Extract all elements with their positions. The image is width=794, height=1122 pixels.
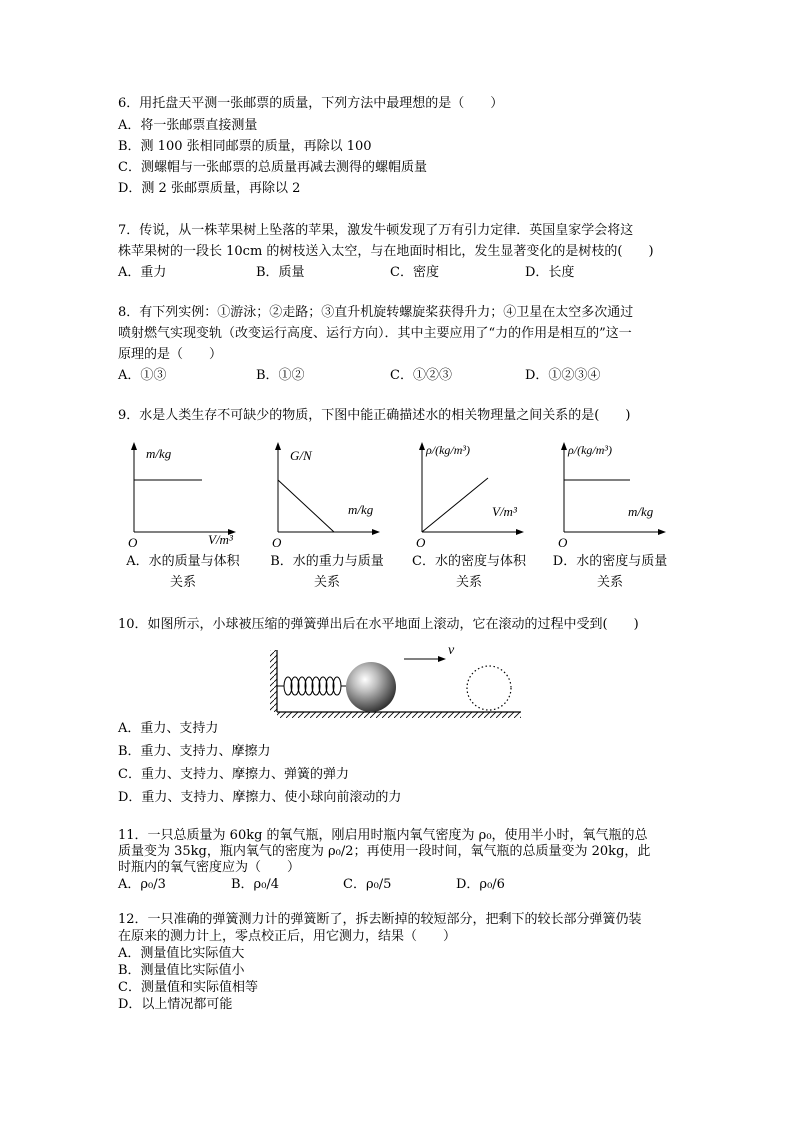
q9-graph-d [548, 436, 678, 550]
q9-caption-a [118, 551, 248, 593]
q9-graph-c-origin: O [416, 535, 426, 550]
q8-option-c: C．①②③ [390, 368, 452, 383]
q11-stem-line2: 质量变为 35kg，瓶内氧气的密度为 ρ₀/2；再使用一段时间，氧气瓶的总质量变为 20kg，此 [118, 844, 651, 859]
q6-stem: 6．用托盘天平测一张邮票的质量，下列方法中最理想的是（ ） [118, 96, 504, 111]
q7-stem-line2: 株苹果树的一段长 10cm 的树枝送入太空，与在地面时相比，发生显著变化的是树枝的( ) [118, 244, 654, 259]
q9-graph-d-origin: O [558, 535, 568, 550]
ball [346, 662, 396, 712]
q9-caption-d [545, 551, 675, 593]
q10-spring-ball-figure [268, 640, 528, 720]
q9-graph-a-ylabel: m/kg [146, 446, 172, 461]
q11-option-a: A．ρ₀/3 [118, 877, 166, 892]
q9-graph-a-origin: O [128, 535, 138, 550]
q9-graph-a [118, 436, 248, 550]
q12-stem-line2: 在原来的测力计上，零点校正后，用它测力，结果（ ） [118, 929, 457, 944]
q8-option-b: B．①② [256, 368, 305, 383]
q9-graph-b-origin: O [272, 535, 282, 550]
q9-caption-d-line2: 关系 [596, 575, 623, 590]
q6-option-c: C．测螺帽与一张邮票的总质量再减去测得的螺帽质量 [118, 160, 427, 175]
q6-option-a: A．将一张邮票直接测量 [118, 118, 258, 133]
q9-caption-c [404, 551, 534, 593]
q9-graph-c-ylabel: ρ/(kg/m³) [426, 443, 471, 457]
ball-dotted-outline [467, 666, 511, 710]
q11-stem-line3: 时瓶内的氧气密度应为（ ） [118, 860, 301, 875]
q9-caption-a-line1: A．水的质量与体积 [126, 554, 240, 569]
q11-stem-line1: 11．一只总质量为 60kg 的氧气瓶，刚启用时瓶内氧气密度为 ρ₀，使用半小时，氧气瓶的总 [118, 828, 648, 843]
q6-option-b: B．测 100 张相同邮票的质量，再除以 100 [118, 139, 372, 154]
q8-stem-line3: 原理的是（ ） [118, 347, 223, 362]
q10-option-a: A．重力、支持力 [118, 721, 219, 736]
q8-option-d: D．①②③④ [525, 368, 601, 383]
q9-graph-b-ylabel: G/N [290, 448, 312, 463]
q9-graph-b [262, 436, 392, 550]
q9-stem: 9．水是人类生存不可缺少的物质，下图中能正确描述水的相关物理量之间关系的是( ) [118, 408, 631, 423]
q7-option-d: D．长度 [525, 265, 575, 280]
q11-option-d: D．ρ₀/6 [456, 877, 505, 892]
q9-graph-a-xlabel: V/m³ [208, 532, 233, 547]
q7-option-b: B．质量 [256, 265, 305, 280]
q9-graph-d-ylabel: ρ/(kg/m³) [568, 443, 613, 457]
wall-hatch [270, 650, 277, 712]
q12-option-c: C．测量值和实际值相等 [118, 980, 258, 995]
q11-option-c: C．ρ₀/5 [343, 877, 392, 892]
q12-stem-line1: 12．一只准确的弹簧测力计的弹簧断了，拆去断掉的较短部分，把剩下的较长部分弹簧仍装 [118, 912, 642, 927]
q10-option-b: B．重力、支持力、摩擦力 [118, 744, 271, 759]
q9-graph-d-xlabel: m/kg [628, 504, 654, 519]
q7-stem-line1: 7．传说，从一株苹果树上坠落的苹果，激发牛顿发现了万有引力定律．英国皇家学会将这 [118, 223, 634, 238]
velocity-label: v [448, 643, 455, 658]
q12-option-b: B．测量值比实际值小 [118, 963, 245, 978]
q10-option-c: C．重力、支持力、摩擦力、弹簧的弹力 [118, 767, 349, 782]
q11-option-b: B．ρ₀/4 [231, 877, 280, 892]
q7-option-a: A．重力 [118, 265, 167, 280]
q6-option-d: D．测 2 张邮票质量，再除以 2 [118, 181, 301, 196]
q10-option-d: D．重力、支持力、摩擦力、使小球向前滚动的力 [118, 790, 402, 805]
q9-caption-c-line2: 关系 [455, 575, 482, 590]
q9-caption-d-line1: D．水的密度与质量 [552, 554, 668, 569]
q9-graph-b-xlabel: m/kg [348, 502, 374, 517]
q8-option-a: A．①③ [118, 368, 167, 383]
q9-graph-c [406, 436, 536, 550]
q9-caption-c-line1: C．水的密度与体积 [412, 554, 526, 569]
q8-stem-line1: 8．有下列实例：①游泳；②走路；③直升机旋转螺旋桨获得升力；④卫星在太空多次通过 [118, 305, 634, 320]
q9-caption-b-line1: B．水的重力与质量 [270, 554, 384, 569]
q7-option-c: C．密度 [390, 265, 439, 280]
spring [277, 677, 346, 695]
q9-graph-c-xlabel: V/m³ [492, 504, 517, 519]
q12-option-a: A．测量值比实际值大 [118, 946, 245, 961]
q10-stem: 10．如图所示，小球被压缩的弹簧弹出后在水平地面上滚动，它在滚动的过程中受到( ) [118, 617, 639, 632]
ground-hatch [277, 712, 521, 718]
q8-stem-line2: 喷射燃气实现变轨（改变运行高度、运行方向）．其中主要应用了“力的作用是相互的”这一 [118, 326, 632, 341]
q9-caption-b-line2: 关系 [313, 575, 340, 590]
q12-option-d: D．以上情况都可能 [118, 997, 233, 1012]
q9-caption-a-line2: 关系 [169, 575, 196, 590]
q9-caption-b [262, 551, 392, 593]
